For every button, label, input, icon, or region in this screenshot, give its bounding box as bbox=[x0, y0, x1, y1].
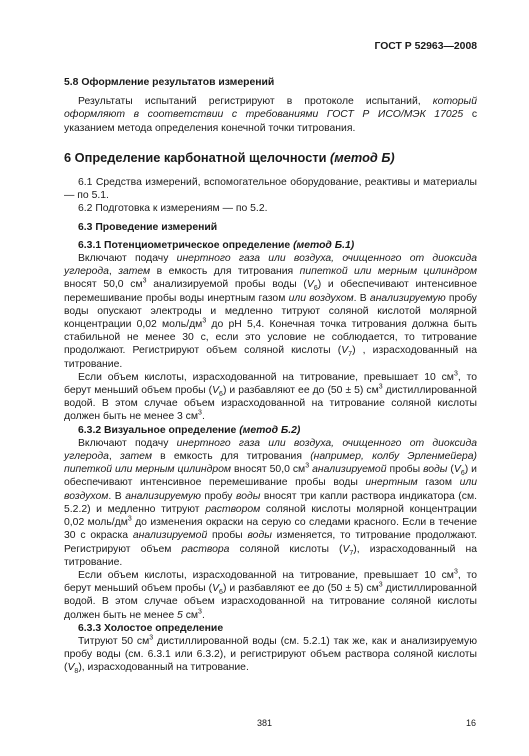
section-5-8-text: Результаты испытаний регистрируют в протоколе испытаний, который оформляют в соответствии с требованиями ГОСТ Р ИСО/МЭК 17025 с указанием метода определения конечной точки титрования. bbox=[64, 96, 478, 134]
section-6-3-1-para1: Включают подачу инертного газа или воздуха, очищенного от диоксида углерода, затем в емкость для титрования пипеткой или мерным цилиндром вносят 50,0 $см^3$ анализируемой пробы воды $(V_6)$ и обеспечивают интенсивное перемешивание пробы воды инертным газом или воздухом. В анализируемую пробу воды опускают электроды и медленно титруют соляной кислотой молярной концентрации 0,02 моль/$дм^3$ до pH 5,4. Конечная точка титрования должна быть стабильной не менее 30 с, если это условие не соблюдается, то титрование продолжают. Регистрируют объем соляной кислоты $(V_7)$ , израсходованный на титрование. bbox=[64, 253, 478, 370]
section-6-3-1-title: 6.3.1 Потенциометрическое определение (метод Б.1) bbox=[78, 239, 355, 251]
section-6-3-2-title: 6.3.2 Визуальное определение (метод Б.2) bbox=[78, 424, 301, 436]
section-6-3-3-para: Титруют 50 $см^3$ дистиллированной воды (см. 5.2.1) так же, как и анализируемую пробу воды (см. 6.3.1 или 6.3.2), и регистрируют объем раствора соляной кислоты $(V_8)$, израсходованный на титрование. bbox=[64, 634, 478, 676]
document-body bbox=[64, 36, 477, 675]
page-number-right: 16 bbox=[466, 718, 477, 728]
page-number-center: 381 bbox=[256, 718, 273, 728]
standard-header: ГОСТ Р 52963—2008 bbox=[374, 41, 477, 52]
section-6-3-2-para1: Включают подачу инертного газа или воздуха, очищенного от диоксида углерода, затем в емкость для титрования (например, колбу Эрленмейера) пипеткой или мерным цилиндром вносят 50,0 $см^3$ анализируемой пробы воды $(V_6)$ и обеспечивают интенсивное перемешивание пробы воды инертным газом или воздухом. В анализируемую пробу воды вносят три капли раствора индикатора (см. 5.2.2) и медленно титруют раствором соляной кислоты молярной концентрации 0,02 моль/$дм^3$ до изменения окраски на серую со следами красного. Если в течение 30 с окраска анализируемой пробы воды изменяется, то титрование продолжают. Регистрируют объем раствора соляной кислоты $(V_7)$, израсходованный на титрование. bbox=[64, 437, 478, 568]
section-5-8-title: 5.8 Оформление результатов измерений bbox=[64, 77, 275, 88]
section-6-3-1-para2: Если объем кислоты, израсходованной на титрование, превышает 10 $см^3$, то берут меньший объем пробы $(V_6)$ и разбавляют ее до (50 ± 5) $см^3$ дистиллированной водой. В этом случае объем израсходованной на титрование соляной кислоты должен быть не менее 3 $см^3$. bbox=[64, 370, 478, 423]
section-6-2: 6.2 Подготовка к измерениям — по 5.2. bbox=[78, 203, 268, 215]
section-6-1: 6.1 Средства измерений, вспомогательное оборудование, реактивы и материалы — по 5.1. bbox=[64, 177, 477, 202]
section-6-3-3-title: 6.3.3 Холостое определение bbox=[78, 622, 224, 634]
section-6-3-2-para2: Если объем кислоты, израсходованной на титрование, превышает 10 $см^3$, то берут меньший объем пробы $(V_6)$ и разбавляют ее до (50 ± 5) $см^3$ дистиллированной водой. В этом случае объем израсходованной на титрование соляной кислоты должен быть не менее 5 $см^3$. bbox=[64, 568, 478, 621]
section-6-title: 6 Определение карбонатной щелочности (метод Б) bbox=[64, 149, 395, 165]
section-6-3-title: 6.3 Проведение измерений bbox=[78, 221, 218, 233]
